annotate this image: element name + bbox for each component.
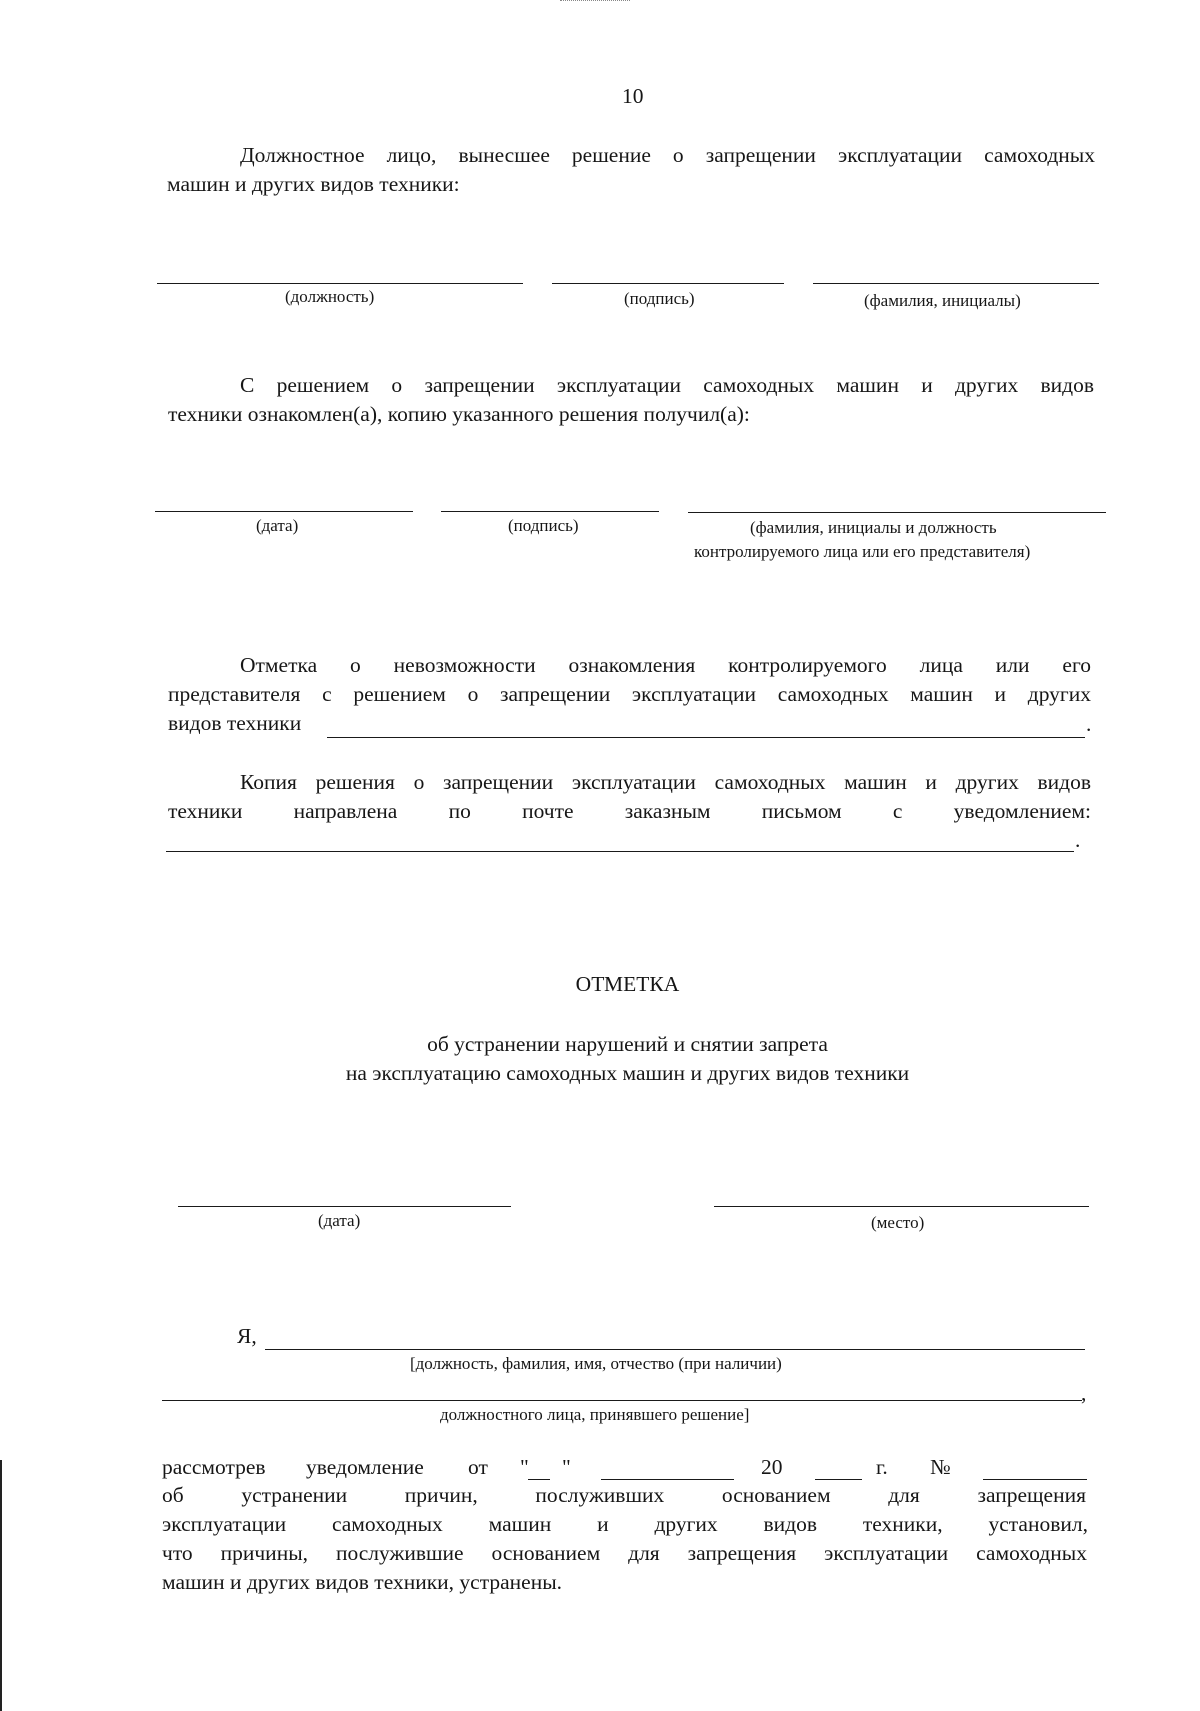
number-fill-line bbox=[983, 1479, 1087, 1480]
ack-text-line1: С решением о запрещении эксплуатации самоходных машин и других видов bbox=[240, 373, 1094, 397]
official-text-line2: машин и других видов техники: bbox=[167, 172, 460, 196]
mark-title: ОТМЕТКА bbox=[575, 972, 680, 996]
copy-text-line1: Копия решения о запрещении эксплуатации самоходных машин и других видов bbox=[240, 770, 1091, 794]
statement-name-line bbox=[265, 1349, 1085, 1350]
mark-subtitle-line2: на эксплуатацию самоходных машин и других видов техники bbox=[345, 1061, 910, 1085]
impossibility-text-line3: видов техники bbox=[168, 711, 302, 735]
impossibility-fill-line bbox=[327, 737, 1085, 738]
ack-caption-signature: (подпись) bbox=[508, 516, 579, 535]
statement-name-line2 bbox=[162, 1400, 1082, 1401]
ack-text-line2: техники ознакомлен(а), копию указанного решения получил(а): bbox=[168, 402, 750, 426]
open-quote: " bbox=[520, 1455, 529, 1479]
statement-caption-line2: должностного лица, принявшего решение] bbox=[440, 1405, 750, 1424]
impossibility-text-line1: Отметка о невозможности ознакомления контролируемого лица или его bbox=[240, 653, 1091, 677]
year-prefix: 20 bbox=[761, 1455, 783, 1479]
signature-line bbox=[552, 283, 784, 284]
scan-artifact-left-edge bbox=[0, 1460, 2, 1711]
caption-position: (должность) bbox=[285, 287, 375, 306]
statement-i-prefix: Я, bbox=[237, 1324, 257, 1348]
close-quote: " bbox=[562, 1455, 571, 1479]
ack-caption-name-line1: (фамилия, инициалы и должность bbox=[750, 518, 997, 537]
ack-date-line bbox=[155, 511, 413, 512]
statement-line2-end: , bbox=[1081, 1381, 1087, 1405]
statement-line2: об устранении причин, послуживших основанием для запрещения bbox=[162, 1483, 1086, 1507]
statement-line4: что причины, послужившие основанием для запрещения эксплуатации самоходных bbox=[162, 1541, 1087, 1565]
copy-fill-line bbox=[166, 851, 1074, 852]
ack-name-line bbox=[688, 512, 1106, 513]
mark-caption-date: (дата) bbox=[318, 1211, 361, 1230]
scan-artifact-top bbox=[560, 0, 630, 3]
word-rassmotrev: рассмотрев bbox=[162, 1455, 266, 1479]
statement-caption-line1: [должность, фамилия, имя, отчество (при наличии) bbox=[410, 1354, 782, 1373]
impossibility-text-line2: представителя с решением о запрещении эксплуатации самоходных машин и других bbox=[168, 682, 1091, 706]
caption-signature: (подпись) bbox=[624, 289, 695, 308]
mark-date-line bbox=[178, 1206, 511, 1207]
caption-name: (фамилия, инициалы) bbox=[864, 291, 1021, 310]
position-line bbox=[157, 283, 523, 284]
statement-line3: эксплуатации самоходных машин и других видов техники, установил, bbox=[162, 1512, 1088, 1536]
official-text-line1: Должностное лицо, вынесшее решение о запрещении эксплуатации самоходных bbox=[240, 143, 1095, 167]
mark-place-line bbox=[714, 1206, 1089, 1207]
ack-signature-line bbox=[441, 511, 659, 512]
month-fill-line bbox=[601, 1479, 734, 1480]
page-number: 10 bbox=[622, 84, 644, 108]
word-g: г. bbox=[876, 1455, 888, 1479]
impossibility-end-mark: . bbox=[1086, 712, 1092, 736]
mark-caption-place: (место) bbox=[871, 1213, 925, 1232]
word-uvedomlenie: уведомление bbox=[306, 1455, 424, 1479]
statement-line5: машин и других видов техники, устранены. bbox=[162, 1570, 563, 1594]
word-ot: от bbox=[468, 1455, 488, 1479]
mark-subtitle-line1: об устранении нарушений и снятии запрета bbox=[427, 1032, 828, 1056]
name-line bbox=[813, 283, 1099, 284]
ack-caption-date: (дата) bbox=[256, 516, 299, 535]
copy-text-line2: техники направлена по почте заказным письмом с уведомлением: bbox=[168, 799, 1091, 823]
day-fill-line bbox=[528, 1479, 550, 1480]
number-sign: № bbox=[930, 1455, 951, 1479]
ack-caption-name-line2: контролируемого лица или его представителя) bbox=[694, 542, 1031, 561]
year-fill-line bbox=[815, 1479, 862, 1480]
copy-end-mark: . bbox=[1075, 828, 1081, 852]
